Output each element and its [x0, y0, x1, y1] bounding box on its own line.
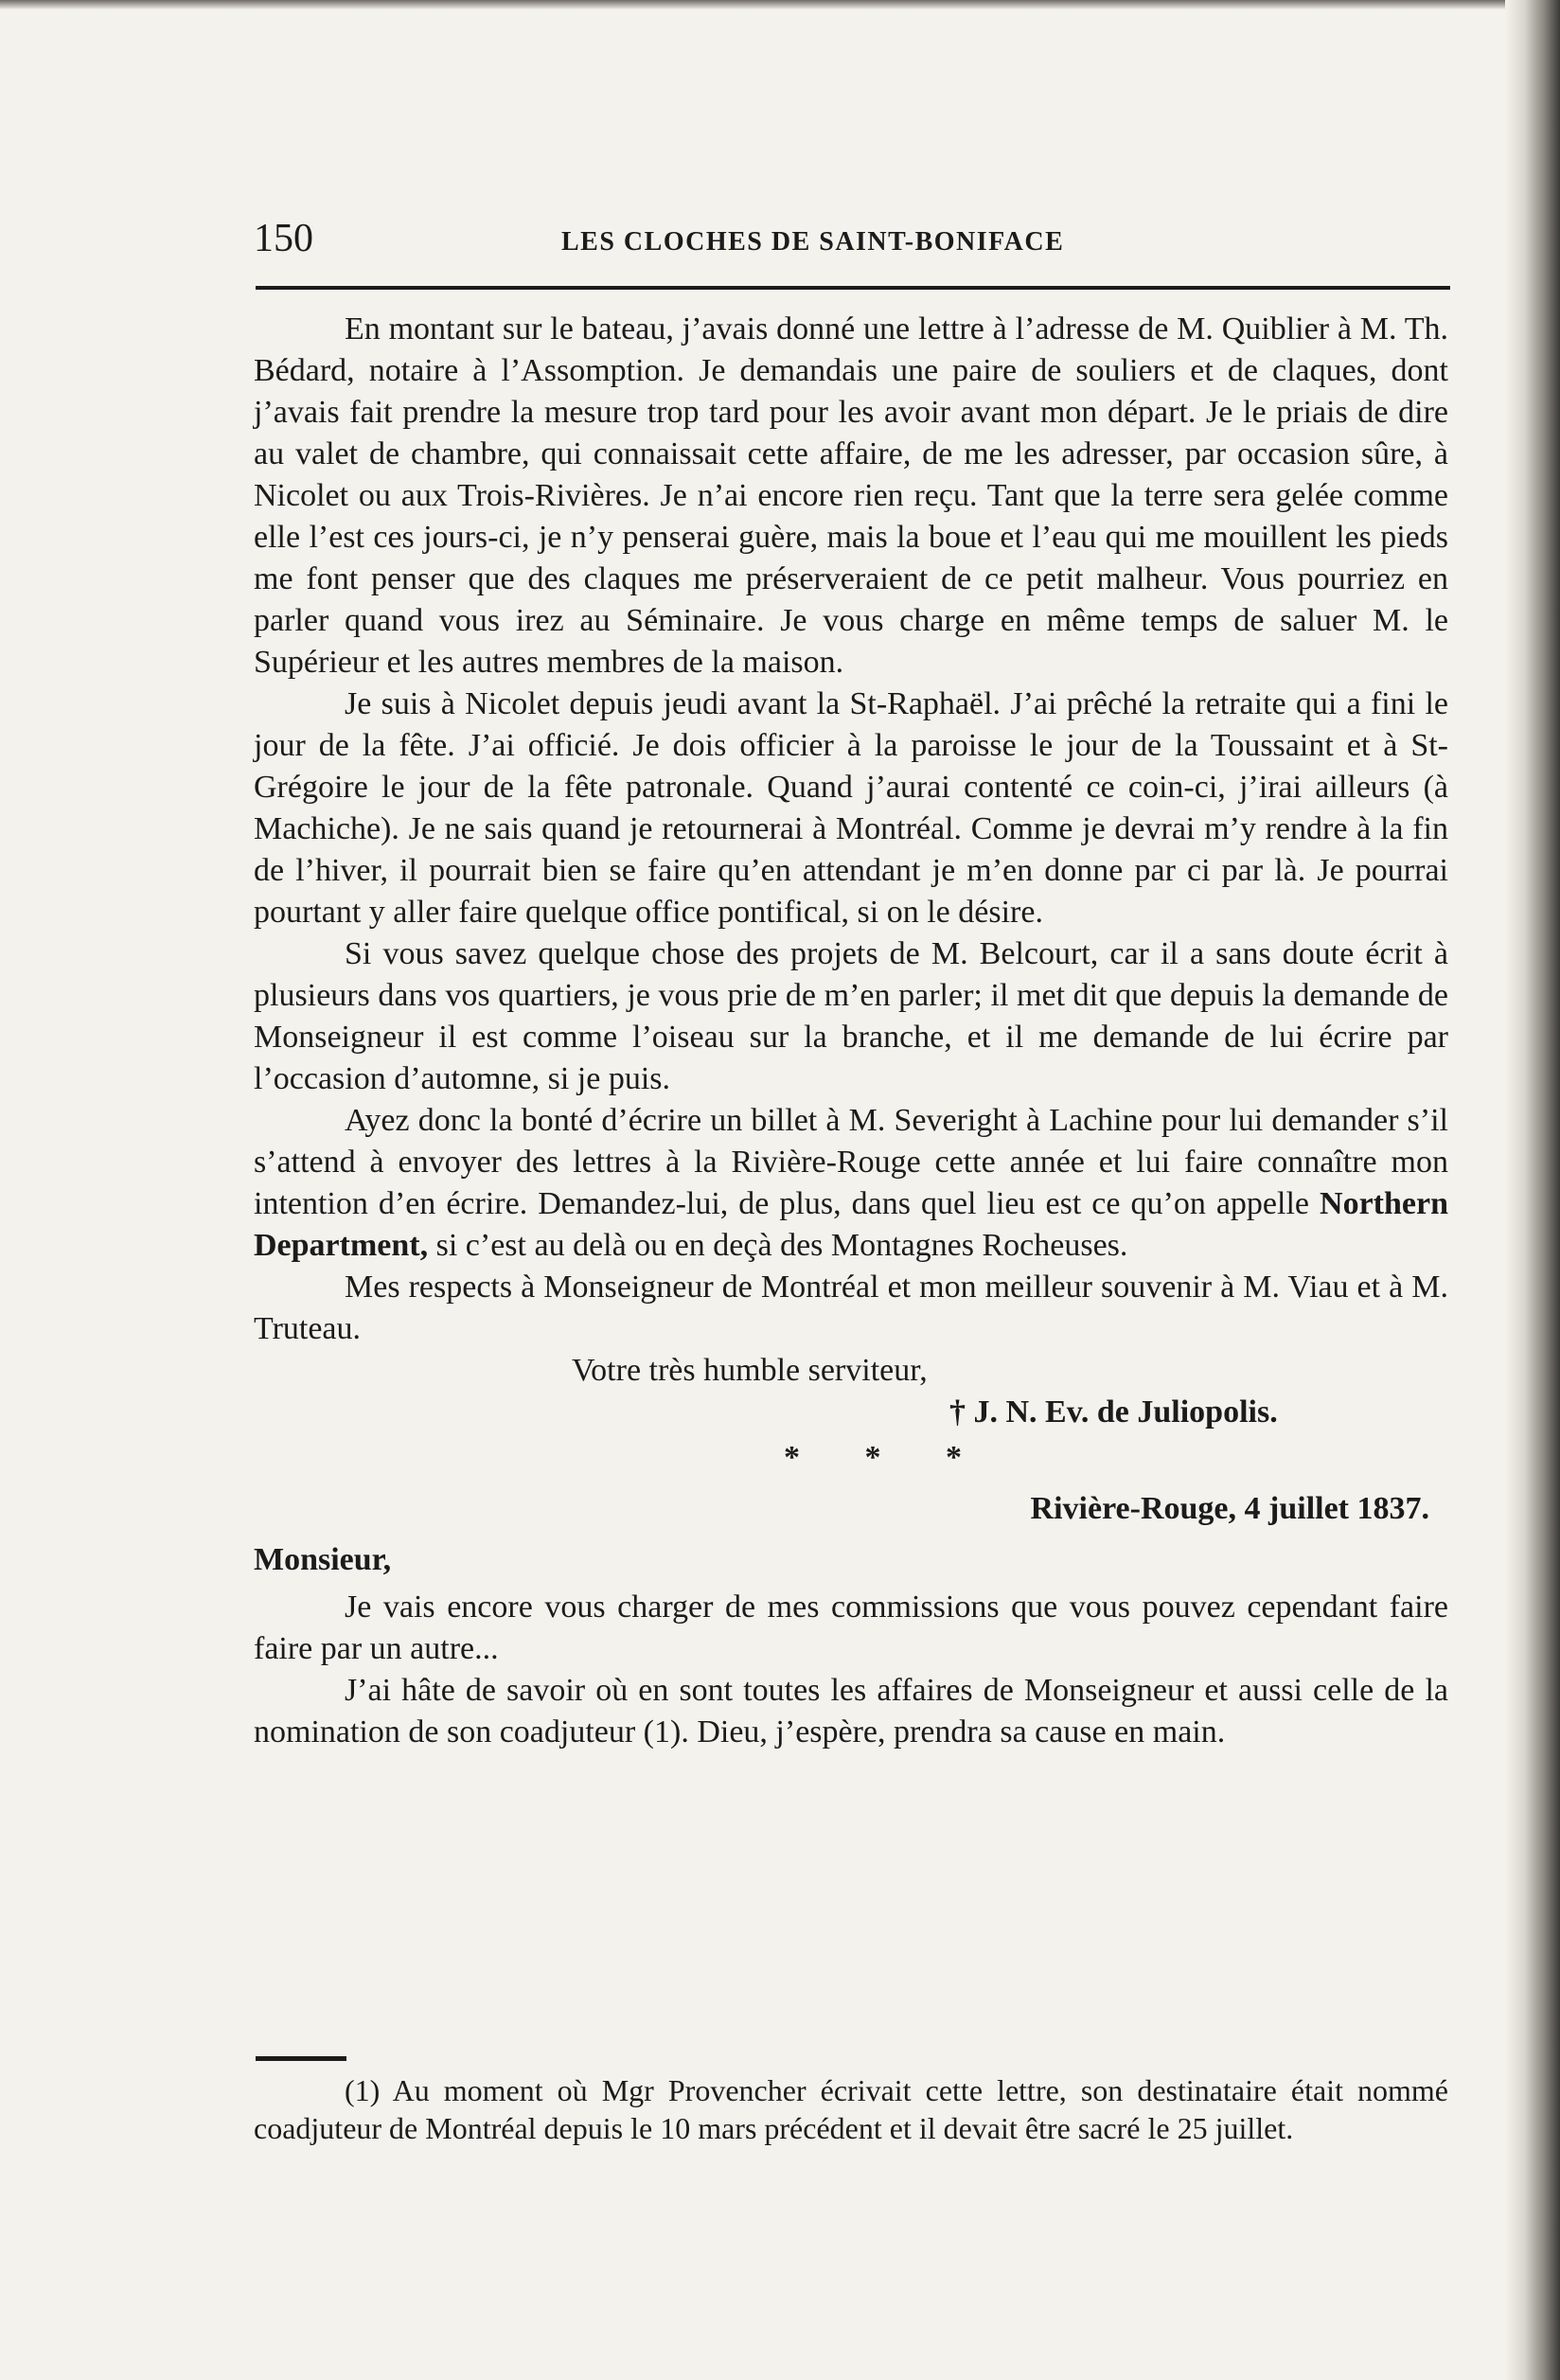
page-number: 150 [254, 217, 313, 260]
paragraph-4 [254, 1100, 1448, 1267]
footnote-rule [256, 2056, 346, 2061]
paragraph-5: Mes respects à Monseigneur de Montréal et mon meilleur souvenir à M. Viau et à M. Truteau. [254, 1270, 1448, 1346]
page-header [254, 210, 1448, 267]
page-top-edge [0, 0, 1560, 9]
running-title: LES CLOCHES DE SAINT-BONIFACE [561, 227, 1065, 257]
paragraph-7: J’ai hâte de savoir où en sont toutes les affaires de Monseigneur et aussi celle de la nomination de son coadjuteur (1). Dieu, j’espère, prendra sa cause en main. [254, 1673, 1448, 1749]
paragraph-4-text-a: Ayez donc la bonté d’écrire un billet à M. Severight à Lachine pour lui demander s’il s’attend à envoyer des lettres à la Rivière-Rouge cette année et lui faire connaître mon intention d’en écrire. Demandez-lui, de plus, dans quel lieu est ce qu’on appelle [254, 1103, 1448, 1221]
northern-department-bold: Northern Department, [254, 1186, 1448, 1263]
closing-line: Votre très humble serviteur, [572, 1353, 928, 1388]
header-rule [256, 286, 1450, 290]
salutation: Monsieur, [254, 1542, 392, 1577]
paragraph-4-text-b: si c’est au delà ou en deçà des Montagnes Rocheuses. [428, 1228, 1128, 1263]
page-gutter-shadow [1505, 0, 1560, 2380]
dateline: Rivière-Rouge, 4 juillet 1837. [1030, 1491, 1429, 1526]
signature: † J. N. Ev. de Juliopolis. [949, 1394, 1278, 1430]
section-separator: * * * [784, 1440, 990, 1475]
footnote: (1) Au moment où Mgr Provencher écrivait cette lettre, son destinataire était nommé coadjuteur de Montréal depuis le 10 mars précédent et il devait être sacré le 25 juillet. [254, 2073, 1448, 2145]
paragraph-3: Si vous savez quelque chose des projets de M. Belcourt, car il a sans doute écrit à plusieurs dans vos quartiers, je vous prie de m’en parler; il met dit que depuis la demande de Monseigneur il est comme l’oiseau sur la branche, et il me demande de lui écrire par l’occasion d’automne, si je puis. [254, 936, 1448, 1096]
letter-body [254, 309, 1448, 1753]
paragraph-1: En montant sur le bateau, j’avais donné une lettre à l’adresse de M. Quiblier à M. Th. Bédard, notaire à l’Assomption. Je demandais une paire de souliers et de claques, dont j’avais fait prendre la mesure trop tard pour les avoir avant mon départ. Je le priais de dire au valet de chambre, qui connaissait cette affaire, de me les adresser, par occasion sûre, à Nicolet ou aux Trois-Rivières. Je n’ai encore rien reçu. Tant que la terre sera gelée comme elle l’est ces jours-ci, je n’y penserai guère, mais la boue et l’eau qui me mouillent les pieds me font penser que des claques me préserveraient de ce petit malheur. Vous pourriez en parler quand vous irez au Séminaire. Je vous charge en même temps de saluer M. le Supérieur et les autres membres de la maison. [254, 311, 1448, 680]
paragraph-2: Je suis à Nicolet depuis jeudi avant la St-Raphaël. J’ai prêché la retraite qui a fini le jour de la fête. J’ai officié. Je dois officier à la paroisse le jour de la Toussaint et à St-Grégoire le jour de la fête patronale. Quand j’aurai contenté ce coin-ci, j’irai ailleurs (à Machiche). Je ne sais quand je retournerai à Montréal. Comme je devrai m’y rendre à la fin de l’hiver, il pourrait bien se faire qu’en attendant je m’en donne par ci par là. Je pourrai pourtant y aller faire quelque office pontifical, si on le désire. [254, 686, 1448, 930]
paragraph-6: Je vais encore vous charger de mes commissions que vous pouvez cependant faire faire par un autre... [254, 1590, 1448, 1666]
